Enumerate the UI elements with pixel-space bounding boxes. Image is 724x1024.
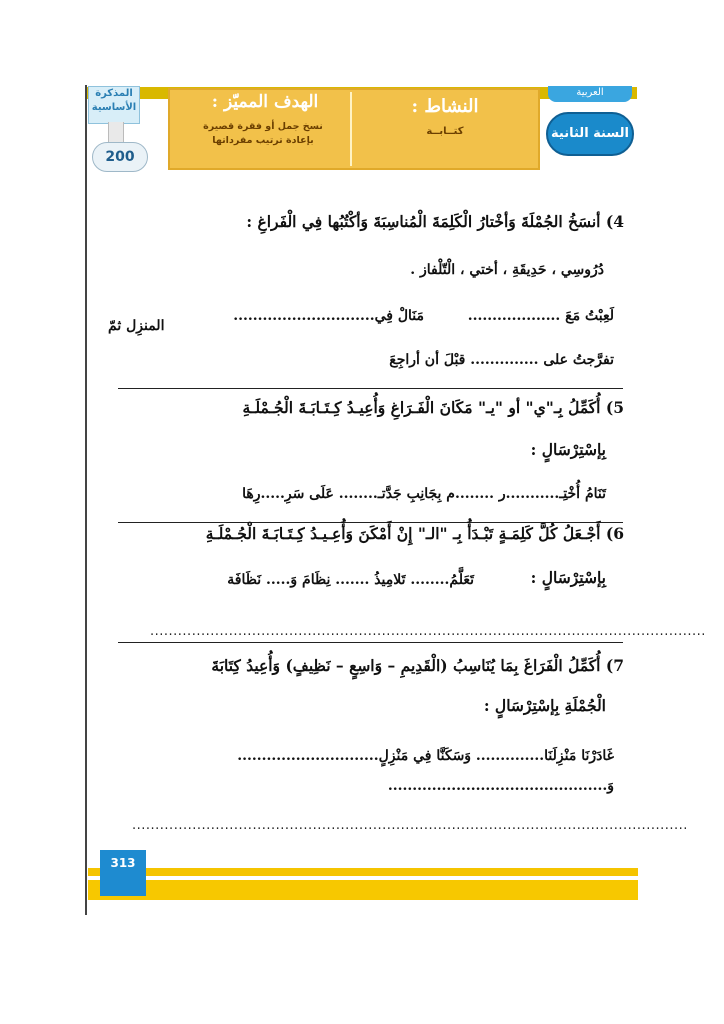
exercise-7-answer-line: ........................................................................................................................ [132,818,688,833]
lesson-badge: 200 [92,142,148,172]
exercise-6-prompt: 6) أَجْـعَلُ كُلَّ كَلِمَـةٍ تَبْـدَأُ بِـ "الـ" إِنْ أَمْكَنَ وَأُعِـيـدُ كِـتَـابَـةَ الْجُـمْلَـةِ [205,524,624,543]
exercise-4-line1-middle: مَنَالْ فِي............................. [233,308,424,324]
page-number: 313 [110,856,136,870]
objective-description: نسخ جمل أو فقرة قصيرة بإعادة ترتيب مفرداتها [203,121,323,146]
separator [118,522,623,523]
exercise-6-sentence: تَعَلَّمُ........ تَلامِيذُ ....... نِظَامَ وَ..... نَظَافَة [227,572,474,588]
exercise-5-prompt: 5) أُكَمِّلُ بِـ"ي" أو "يـ" مَكَانَ الْفَـرَاغِ وَأُعِيـدُ كِـتَـابَـةَ الْجُـمْلَـةِ [242,398,624,417]
exercise-4-line2: تفرَّجتُ على .............. قبْلَ أن أراجِعَ [389,352,614,368]
objective-title: الهدف المميّز : [211,92,319,112]
exercise-5-prompt-cont: بِإسْتِرْسَالٍ : [530,440,606,459]
exercise-4-line1-end: المنزِل ثمّ [108,318,165,334]
exercise-5-sentence: تَنَامُ أُخْتِـ...........ر ........م بِجَانِبِ جَدَّتـ........ عَلَى سَرِ.....رِهَا [242,486,606,502]
exercise-7-prompt-cont: الْجُمْلَةِ بِإسْتِرْسَالٍ : [483,696,606,715]
exercise-6-answer-line: ........................................................................................................................ [150,624,706,639]
activity-value: كتــابــة [426,126,464,137]
separator [118,388,623,389]
year-tab: السنة الثانية [546,112,634,156]
exercise-7-prompt: 7) أُكَمِّلُ الْفَرَاغَ بِمَا يُنَاسِبُ (الْقَدِيمِ – وَاسِعٍ – نَظِيفٍ) وَأُعِيدُ كِتَابَةَ [211,656,624,675]
footer-stripe [88,868,638,876]
exercise-7-continuation: وَ............................................. [387,778,614,794]
subject-tab: العربية [548,86,632,102]
separator [118,642,623,643]
exercise-4-choices: دُرُوسِي ، حَدِيقَةِ ، أختي ، الْتّلْفاز . [410,262,604,278]
activity-title: النشاط : [411,96,479,117]
page-edge [85,85,87,915]
exercise-7-sentence: غَادَرْنَا مَنْزِلَنَا.............. وَسَكَنَّا فِي مَنْزِلٍ............................. [237,748,614,764]
exercise-6-prompt-cont: بِإسْتِرْسَالٍ : [530,568,606,587]
header-divider [350,92,352,166]
teacher-card: المذكرة الأساسية [88,86,140,124]
exercise-4-prompt: 4) أنسَخُ الجُمْلَةَ وَأخْتارُ الْكَلِمَةَ الْمُناسِبَةَ وَأكْتُبُها فِي الْفَراغِ : [246,212,624,231]
exercise-4-line1-start: لَعِبْتُ مَعَ ................... [467,308,614,324]
footer-stripe [88,880,638,900]
